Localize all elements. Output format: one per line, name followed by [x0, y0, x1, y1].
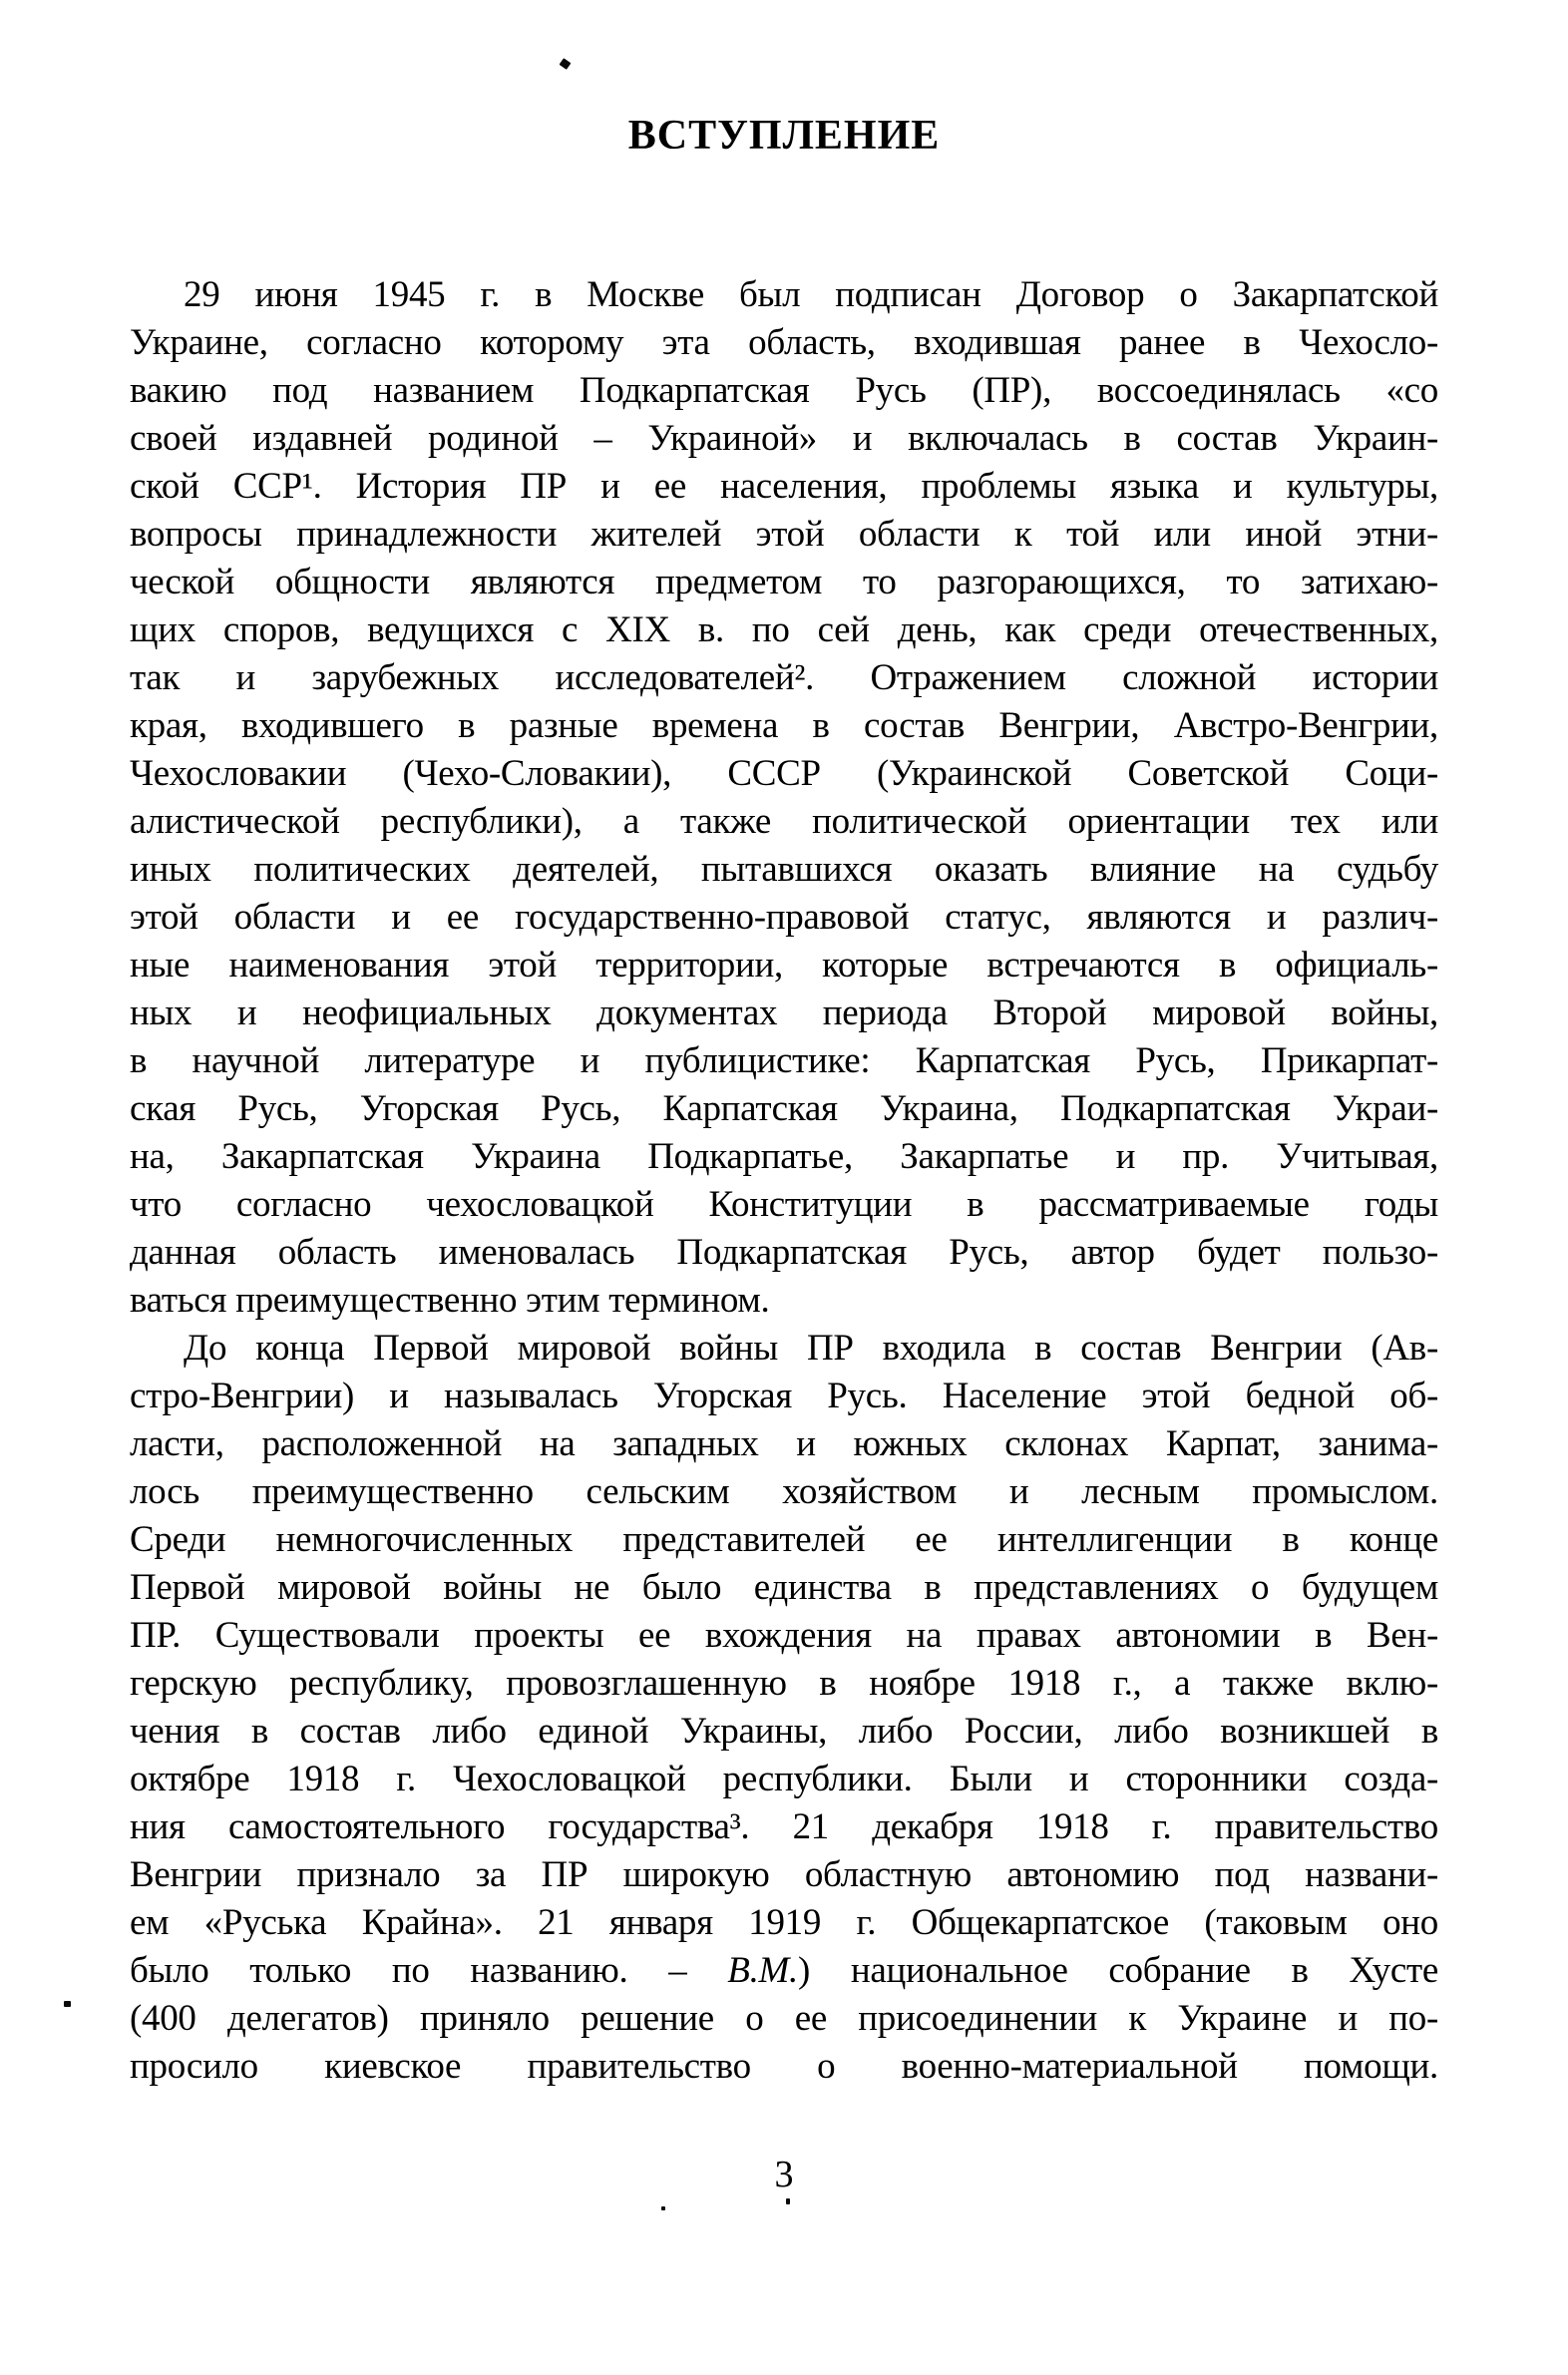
text-line: ческой общности являются предметом то разгорающихся, то затихаю- — [130, 562, 1438, 602]
text-line: в научной литературе и публицистике: Карпатская Русь, Прикарпат- — [130, 1040, 1438, 1081]
text-line: ных и неофициальных документах периода Второй мировой войны, — [130, 992, 1438, 1033]
text-line: ская Русь, Угорская Русь, Карпатская Украина, Подкарпатская Украи- — [130, 1088, 1438, 1129]
text-line: Украине, согласно которому эта область, входившая ранее в Чехосло- — [130, 322, 1438, 363]
text-line: щих споров, ведущихся с XIX в. по сей день, как среди отечественных, — [130, 609, 1438, 650]
chapter-title: ВСТУПЛЕНИЕ — [627, 113, 941, 159]
scan-artifact-speck — [560, 58, 572, 70]
text-line: иных политических деятелей, пытавшихся оказать влияние на судьбу — [130, 849, 1438, 890]
page-number: 3 — [774, 2154, 794, 2195]
text-line: алистической республики), а также политической ориентации тех или — [130, 801, 1438, 842]
text-line: чения в состав либо единой Украины, либо России, либо возникшей в — [130, 1711, 1438, 1752]
text-line: так и зарубежных исследователей². Отражением сложной истории — [130, 657, 1438, 698]
text-line: лось преимущественно сельским хозяйством и лесным промыслом. — [130, 1471, 1438, 1512]
text-line: данная область именовалась Подкарпатская Русь, автор будет пользо- — [130, 1232, 1438, 1273]
text-line: этой области и ее государственно-правовой статус, являются и различ- — [130, 897, 1438, 938]
text-line: что согласно чехословацкой Конституции в рассматриваемые годы — [130, 1184, 1438, 1225]
text-line: герскую республику, провозглашенную в ноябре 1918 г., а также вклю- — [130, 1663, 1438, 1704]
scan-artifact-speck — [786, 2198, 790, 2204]
text-line: края, входившего в разные времена в состав Венгрии, Австро-Венгрии, — [130, 705, 1438, 746]
text-segment: было только по названию. – — [130, 1950, 728, 1991]
text-line: ласти, расположенной на западных и южных склонах Карпат, занима- — [130, 1423, 1438, 1464]
text-line: 29 июня 1945 г. в Москве был подписан Договор о Закарпатской — [184, 274, 1438, 315]
text-line: на, Закарпатская Украина Подкарпатье, Закарпатье и пр. Учитывая, — [130, 1136, 1438, 1177]
text-line: До конца Первой мировой войны ПР входила в состав Венгрии (Ав- — [184, 1328, 1438, 1369]
page-text-block — [130, 271, 1438, 2091]
author-initials-italic: В.М. — [727, 1950, 798, 1991]
text-line: октябре 1918 г. Чехословацкой республики. Были и сторонники созда- — [130, 1759, 1438, 1799]
text-line: Чехословакии (Чехо-Словакии), СССР (Украинской Советской Соци- — [130, 753, 1438, 794]
text-line: просило киевское правительство о военно-материальной помощи. — [130, 2046, 1438, 2087]
text-line: стро-Венгрии) и называлась Угорская Русь. Население этой бедной об- — [130, 1376, 1438, 1416]
text-line: ния самостоятельного государства³. 21 декабря 1918 г. правительство — [130, 1806, 1438, 1847]
text-line: ем «Руська Крайна». 21 января 1919 г. Общекарпатское (таковым оно — [130, 1902, 1438, 1943]
text-line-with-italic — [130, 1947, 1438, 1995]
text-line: вопросы принадлежности жителей этой области к той или иной этни- — [130, 514, 1438, 555]
text-line: (400 делегатов) приняло решение о ее присоединении к Украине и по- — [130, 1998, 1438, 2039]
text-line: своей издавней родиной – Украиной» и включалась в состав Украин- — [130, 418, 1438, 459]
text-line: Венгрии признало за ПР широкую областную автономию под названи- — [130, 1854, 1438, 1895]
text-line: вакию под названием Подкарпатская Русь (ПР), воссоединялась «со — [130, 370, 1438, 411]
text-line: ваться преимущественно этим термином. — [130, 1280, 770, 1321]
paragraph-1 — [130, 271, 1438, 1325]
text-line: Первой мировой войны не было единства в представлениях о будущем — [130, 1567, 1438, 1608]
text-line: ской ССР¹. История ПР и ее населения, проблемы языка и культуры, — [130, 466, 1438, 507]
paragraph-2 — [130, 1325, 1438, 2091]
text-segment: ) национальное собрание в Хусте — [798, 1950, 1438, 1991]
text-line: Среди немногочисленных представителей ее интеллигенции в конце — [130, 1519, 1438, 1560]
text-line: ПР. Существовали проекты ее вхождения на правах автономии в Вен- — [130, 1615, 1438, 1656]
scan-artifact-speck — [64, 2001, 71, 2007]
text-line: ные наименования этой территории, которые встречаются в официаль- — [130, 945, 1438, 986]
scan-artifact-speck — [661, 2206, 665, 2210]
